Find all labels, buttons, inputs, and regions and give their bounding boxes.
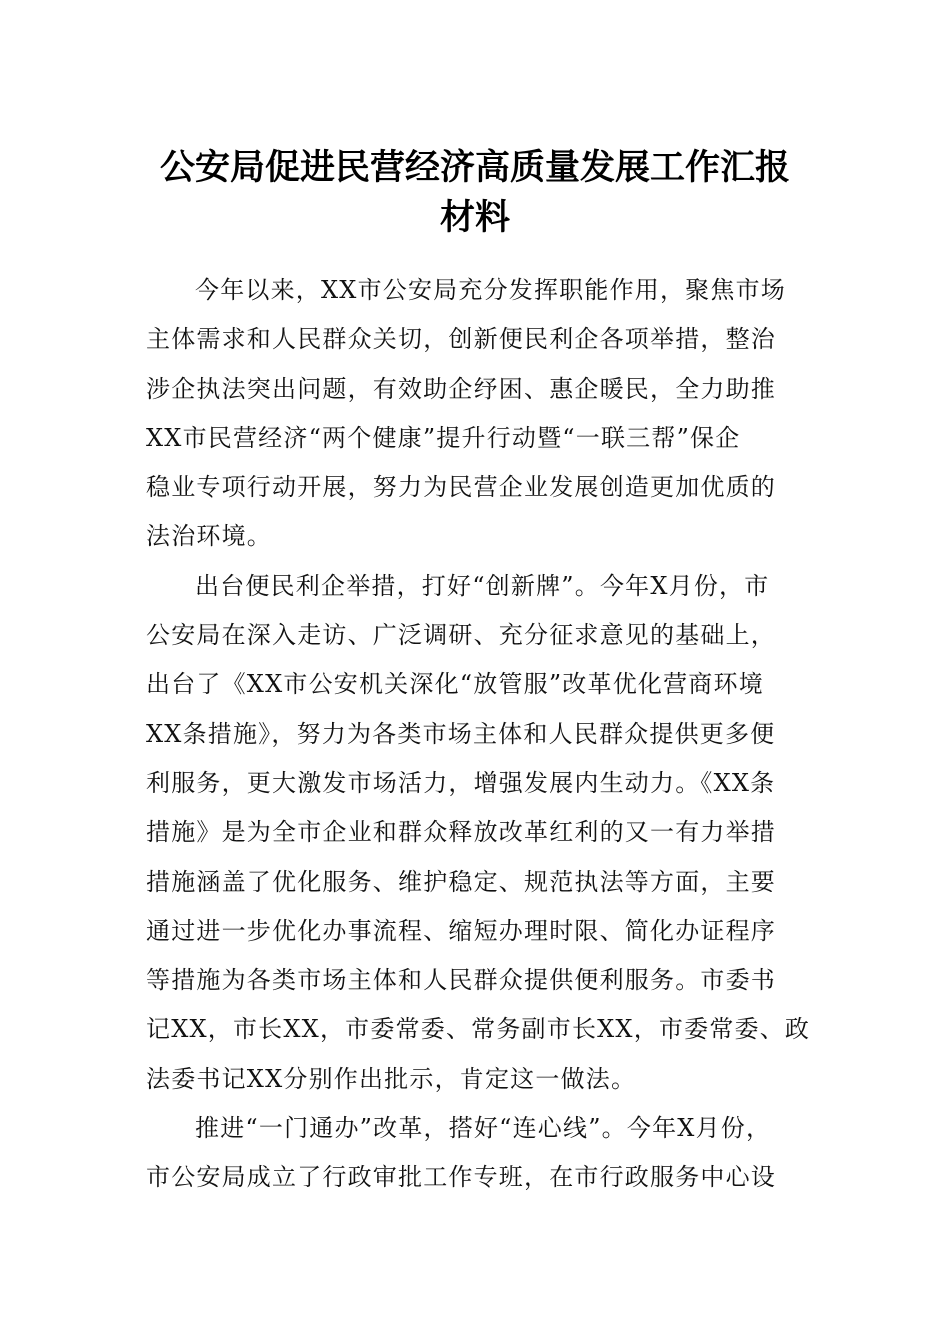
paragraph-line: 措施》是为全市企业和群众释放改革红利的又一有力举措 [146, 818, 776, 847]
paragraph-line: 等措施为各类市场主体和人民群众提供便利服务。市委书 [146, 966, 776, 995]
paragraph-line: XX市民营经济“两个健康”提升行动暨“一联三帮”保企 [146, 423, 741, 452]
paragraph-line: 稳业专项行动开展，努力为民营企业发展创造更加优质的 [146, 473, 776, 502]
document-body [146, 266, 826, 1203]
paragraph-line: 涉企执法突出问题，有效助企纾困、惠企暖民，全力助推 [146, 374, 776, 403]
paragraph-line: 出台便民利企举措，打好“创新牌”。今年X月份，市 [195, 571, 770, 600]
paragraph-line: 法治环境。 [146, 522, 272, 551]
paragraph-1 [146, 266, 826, 562]
document-title-line-1: 公安局促进民营经济高质量发展工作汇报 [159, 148, 790, 188]
paragraph-line: 措施涵盖了优化服务、维护稳定、规范执法等方面，主要 [146, 867, 776, 896]
paragraph-line: 通过进一步优化办事流程、缩短办理时限、简化办证程序 [146, 916, 776, 945]
paragraph-line: 市公安局成立了行政审批工作专班，在市行政服务中心设 [146, 1163, 776, 1192]
paragraph-line: 法委书记XX分别作出批示，肯定这一做法。 [146, 1064, 637, 1093]
paragraph-line: 出台了《XX市公安机关深化“放管服”改革优化营商环境 [146, 670, 764, 699]
paragraph-line: 记XX，市长XX，市委常委、常务副市长XX，市委常委、政 [146, 1015, 811, 1044]
paragraph-line: 推进“一门通办”改革，搭好“连心线”。今年X月份， [195, 1114, 772, 1143]
document-title-line-2: 材料 [439, 198, 510, 238]
paragraph-line: XX条措施》，努力为各类市场主体和人民群众提供更多便 [146, 719, 776, 748]
paragraph-line: 利服务，更大激发市场活力，增强发展内生动力。《XX条 [146, 768, 776, 797]
paragraph-line: 主体需求和人民群众关切，创新便民利企各项举措，整治 [146, 325, 776, 354]
paragraph-line: 今年以来，XX市公安局充分发挥职能作用，聚焦市场 [195, 276, 786, 304]
paragraph-3 [146, 1104, 826, 1203]
paragraph-line: 公安局在深入走访、广泛调研、充分征求意见的基础上， [146, 621, 776, 650]
paragraph-2 [146, 562, 826, 1104]
